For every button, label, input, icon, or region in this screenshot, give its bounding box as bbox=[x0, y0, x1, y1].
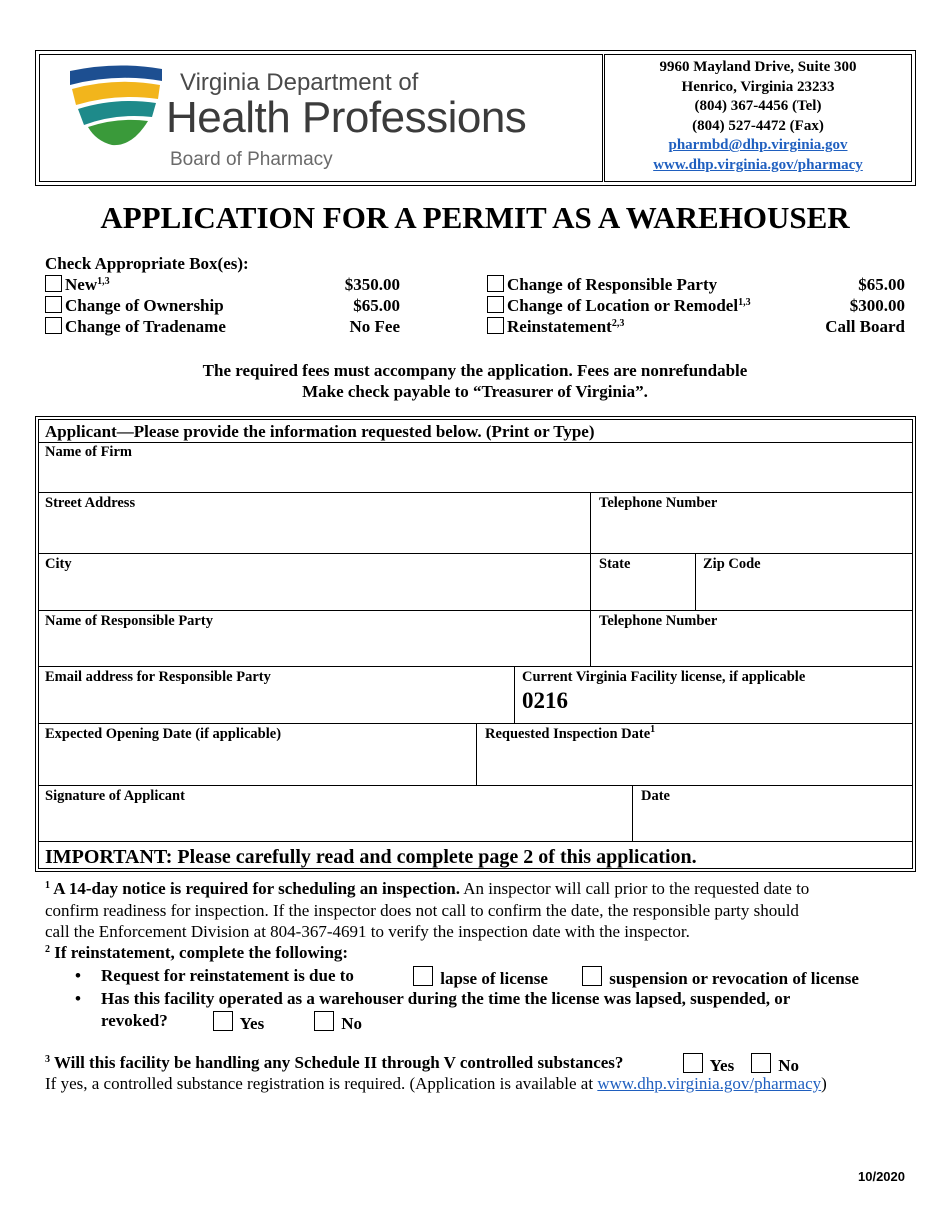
application-link[interactable]: www.dhp.virginia.gov/pharmacy bbox=[597, 1074, 822, 1093]
logo-line-2: Health Professions bbox=[166, 93, 527, 142]
option-lapse: lapse of license bbox=[413, 966, 548, 989]
note-3-line-2: If yes, a controlled substance registration is required. (Application is available at www.dhp.virginia.gov/pharmacy) bbox=[45, 1074, 827, 1093]
dhp-logo-icon bbox=[66, 65, 166, 147]
address-fax: (804) 527-4472 (Fax) bbox=[692, 117, 824, 134]
option-no-controlled: No bbox=[751, 1053, 799, 1076]
checkbox-suspension-revocation[interactable] bbox=[582, 966, 602, 986]
note-3-question: $^3$ Will this facility be handling any Schedule II through V controlled substances? bbox=[45, 1053, 624, 1072]
option-yes-controlled: Yes bbox=[683, 1053, 734, 1076]
bullet-1: • Request for reinstatement is due to bbox=[75, 966, 354, 985]
fee-note-line-2: Make check payable to “Treasurer of Virginia”. bbox=[302, 382, 648, 401]
fee-note-line-1: The required fees must accompany the application. Fees are nonrefundable bbox=[202, 361, 748, 380]
label-city: City bbox=[45, 556, 72, 572]
label-current-license: Current Virginia Facility license, if applicable bbox=[522, 669, 806, 685]
bullet-2: • Has this facility operated as a warehouser during the time the license was lapsed, suspended, or bbox=[75, 989, 791, 1008]
label-email-responsible: Email address for Responsible Party bbox=[45, 669, 271, 685]
checkbox-yes-controlled[interactable] bbox=[683, 1053, 703, 1073]
important-notice: IMPORTANT: Please carefully read and complete page 2 of this application. bbox=[45, 846, 697, 868]
label-inspection-date: Requested Inspection Date$^1$ bbox=[485, 724, 656, 742]
email-link[interactable]: pharmbd@dhp.virginia.gov bbox=[668, 137, 848, 154]
option-new: New$^{1,3}$ bbox=[45, 275, 110, 295]
option-yes-operated: Yes bbox=[213, 1011, 264, 1034]
applicant-form bbox=[35, 416, 916, 872]
logo-line-1: Virginia Department of bbox=[180, 69, 419, 96]
logo-line-3: Board of Pharmacy bbox=[170, 149, 333, 170]
checkbox-new[interactable] bbox=[45, 275, 62, 292]
bullet-dot-icon: • bbox=[75, 966, 81, 985]
label-name-of-firm: Name of Firm bbox=[45, 444, 132, 460]
note-1: $^1$ A 14-day notice is required for scheduling an inspection. An inspector will call prior to the requested date to confirm readiness for inspection. If the inspector does not call to confirm the date, the responsible party should call the Enforcement Division at 804-367-4691 to verify the inspection date with the inspector. bbox=[45, 879, 810, 941]
checkbox-change-of-location[interactable] bbox=[487, 296, 504, 313]
option-change-of-responsible-party: Change of Responsible Party bbox=[487, 275, 717, 295]
label-state: State bbox=[599, 556, 631, 572]
checkbox-no-controlled[interactable] bbox=[751, 1053, 771, 1073]
label-date: Date bbox=[641, 788, 670, 804]
checkbox-change-of-responsible-party[interactable] bbox=[487, 275, 504, 292]
form-heading: Applicant—Please provide the information requested below. (Print or Type) bbox=[45, 422, 595, 441]
fee-change-of-responsible-party: $65.00 bbox=[858, 275, 905, 294]
bullet-2-line-2: revoked? bbox=[101, 1011, 168, 1030]
revision-code: 10/2020 bbox=[858, 1169, 905, 1184]
address-tel: (804) 367-4456 (Tel) bbox=[694, 98, 822, 115]
logo-panel bbox=[39, 54, 603, 182]
checkbox-change-of-tradename[interactable] bbox=[45, 317, 62, 334]
checkbox-reinstatement[interactable] bbox=[487, 317, 504, 334]
website-link[interactable]: www.dhp.virginia.gov/pharmacy bbox=[653, 156, 863, 173]
label-signature: Signature of Applicant bbox=[45, 788, 185, 804]
page-title: APPLICATION FOR A PERMIT AS A WAREHOUSER bbox=[100, 200, 850, 235]
checkbox-lapse-of-license[interactable] bbox=[413, 966, 433, 986]
option-change-of-location: Change of Location or Remodel$^{1,3}$ bbox=[487, 296, 751, 316]
bullet-dot-icon: • bbox=[75, 989, 81, 1008]
label-telephone-number-2: Telephone Number bbox=[599, 613, 718, 629]
note-2-heading: $^2$ If reinstatement, complete the following: bbox=[45, 943, 349, 962]
checkbox-no-operated[interactable] bbox=[314, 1011, 334, 1031]
address-street: 9960 Mayland Drive, Suite 300 bbox=[659, 59, 857, 75]
option-reinstatement: Reinstatement$^{2,3}$ bbox=[487, 317, 624, 337]
label-telephone-number: Telephone Number bbox=[599, 495, 718, 511]
fee-change-of-ownership: $65.00 bbox=[353, 296, 400, 315]
label-responsible-party: Name of Responsible Party bbox=[45, 613, 213, 629]
check-heading: Check Appropriate Box(es): bbox=[45, 254, 249, 273]
fee-change-of-tradename: No Fee bbox=[349, 317, 400, 336]
address-panel bbox=[604, 54, 912, 182]
checkbox-change-of-ownership[interactable] bbox=[45, 296, 62, 313]
checkbox-yes-operated[interactable] bbox=[213, 1011, 233, 1031]
option-no-operated: No bbox=[314, 1011, 362, 1034]
label-opening-date: Expected Opening Date (if applicable) bbox=[45, 726, 282, 742]
current-license-value[interactable]: 0216 bbox=[522, 688, 568, 713]
label-zip-code: Zip Code bbox=[703, 556, 761, 572]
fee-new: $350.00 bbox=[344, 275, 400, 294]
letterhead bbox=[35, 50, 916, 186]
address-city: Henrico, Virginia 23233 bbox=[681, 78, 835, 95]
option-suspension: suspension or revocation of license bbox=[582, 966, 859, 989]
fee-reinstatement: Call Board bbox=[825, 317, 905, 336]
option-change-of-tradename: Change of Tradename bbox=[45, 317, 226, 337]
fee-change-of-location: $300.00 bbox=[849, 296, 905, 315]
option-change-of-ownership: Change of Ownership bbox=[45, 296, 224, 316]
label-street-address: Street Address bbox=[45, 495, 136, 511]
